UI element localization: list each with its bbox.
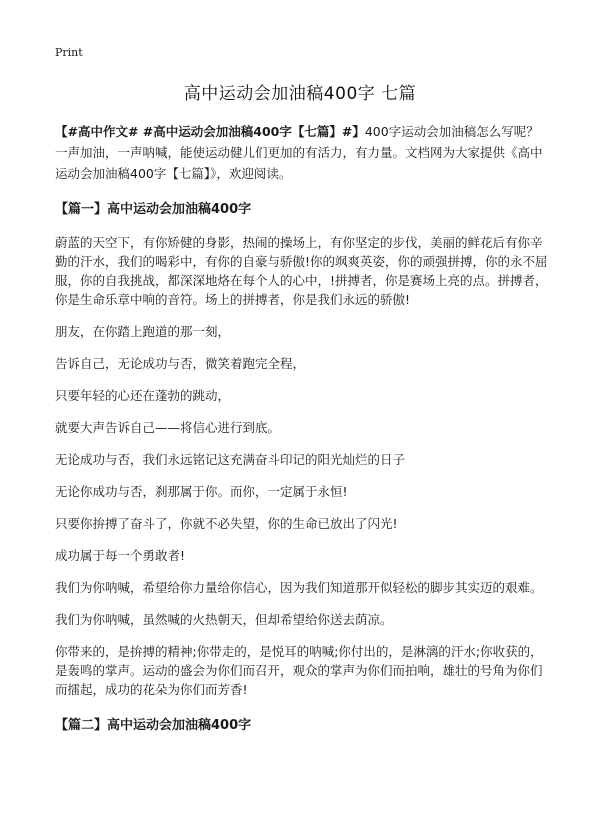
paragraph: 你带来的，是拚搏的精神;你带走的，是悦耳的呐喊;你付出的，是淋漓的汗水;你收获的，是轰鸣的掌声。运动的盛会为你们而召开，观众的掌声为你们而拍响，雄壮的号角为你们而擂起，成功的花朵为你们而芳香! [55,644,543,697]
paragraph: 成功属于每一个勇敢者! [55,548,186,563]
section-body [55,233,551,699]
paragraph: 只要年轻的心还在蓬勃的跳动， [55,388,231,403]
paragraph: 我们为你呐喊，希望给你力量给你信心，因为我们知道那开似轻松的脚步其实迈的艰难。 [55,580,543,595]
article-body [55,121,551,736]
paragraph: 告诉自己，无论成功与否，微笑着跑完全程， [55,356,306,371]
paragraph: 朋友，在你踏上跑道的那一刻， [55,324,231,339]
paragraph: 蔚蓝的天空下，有你矫健的身影，热闹的操场上，有你坚定的步伐，美丽的鲜花后有你辛勤的汗水，我们的喝彩中，有你的自豪与骄傲!你的飒爽英姿，你的顽强拼搏，你的永不屈服，你的自我挑战，都深深地烙在每个人的心中，!拼搏者，你是赛场上亮的点。拼搏者，你是生命乐章中响的音符。场上的拼搏者，你是我们永远的骄傲! [55,235,548,307]
intro-tag: 【#高中作文# #高中运动会加油稿400字【七篇】#】 [55,124,365,139]
print-link[interactable]: Print [55,46,83,59]
paragraph: 无论你成功与否，刹那属于你。而你，一定属于永恒! [55,484,348,499]
paragraph: 我们为你呐喊，虽然喊的火热朝天，但却希望给你送去荫凉。 [55,612,393,627]
paragraph: 只要你拚搏了奋斗了，你就不必失望，你的生命已放出了闪光! [55,516,398,531]
paragraph: 无论成功与否，我们永远铭记这充满奋斗印记的阳光灿烂的日子 [55,452,406,467]
intro-paragraph [55,121,551,184]
paragraph: 就要大声告诉自己——将信心进行到底。 [55,420,281,435]
page-title: 高中运动会加油稿400字 七篇 [183,84,417,104]
intro-text: 400字运动会加油稿怎么写呢？一声加油，一声呐喊，能使运动健儿们更加的有活力，有力量。文档网为大家提供《高中运动会加油稿400字【七篇】》，欢迎阅读。 [55,124,543,181]
section-heading: 【篇一】高中运动会加油稿400字 [55,202,252,217]
section-heading: 【篇二】高中运动会加油稿400字 [55,718,252,733]
